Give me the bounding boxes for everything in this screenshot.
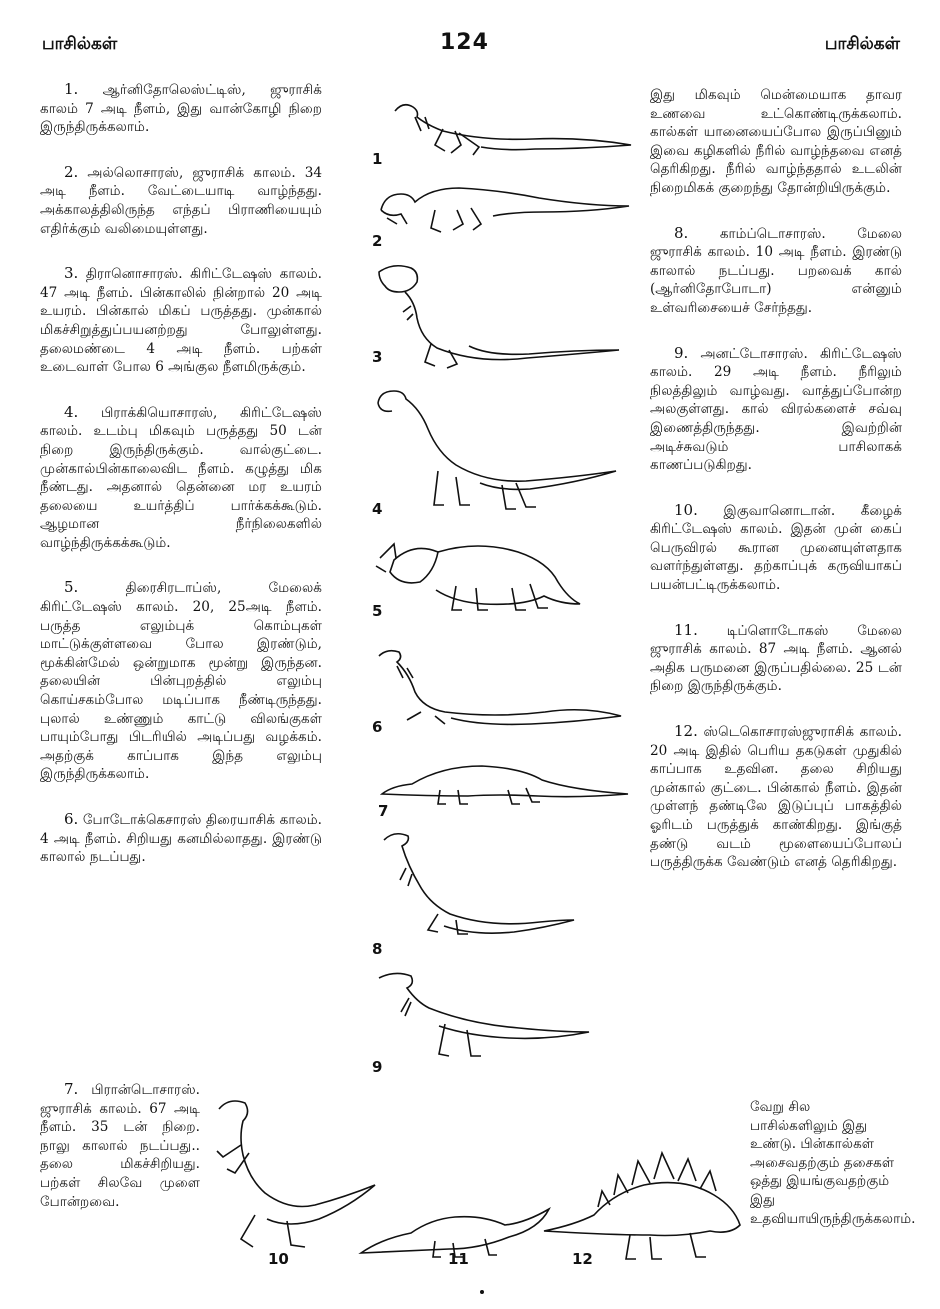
stegosaurus-icon — [540, 1145, 745, 1265]
entry-number: 1. — [64, 80, 79, 98]
entry-text: காம்ப்டொசாரஸ். மேலை ஜுராசிக் காலம். 10 அடி நீளம். இரண்டு காலால் நடப்பது. பறவைக் கால் (ஆர்னிதோபோடா) என்னும் உள்வரிசையைச் சேர்ந்தது. — [650, 225, 902, 316]
entry-7-continued — [650, 86, 902, 198]
page-mark-dot — [480, 1290, 484, 1294]
triceratops-icon — [372, 538, 582, 618]
figure-label-9: 9 — [372, 1058, 383, 1076]
figure-label-8: 8 — [372, 940, 383, 958]
entry-text: பிராக்கியொசாரஸ், கிரிட்டேஷஸ் காலம். உடம்பு மிகவும் பருத்தது 50 டன் நிறை இருந்திருக்கும். வால்குட்டை. முன்கால்பின்காலைவிட நீளம். கழுத்து மிக நீண்டது. அதனால் தென்னை மர உயரம் தலையை உயர்த்திப் பார்க்கக்கூடும். ஆழமான நீர்நிலைகளில் வாழ்ந்திருக்கக்கூடும். — [40, 404, 323, 551]
tyrannosaurus-icon — [375, 262, 625, 372]
figure-label-3: 3 — [372, 348, 383, 366]
entry-7 — [40, 1080, 200, 1211]
entry-5 — [40, 578, 322, 784]
figure-label-1: 1 — [372, 150, 383, 168]
entry-text: பிரான்டொசாரஸ். ஜுராசிக் காலம். 67 அடி நீளம். 35 டன் நிறை. நாலு காலால் நடப்பது.. தலை மிகச்சிறியது. பற்கள் சிலவே முளை போன்றவை. — [40, 1082, 200, 1210]
entry-text: இகுவானொடான். கீழைக் கிரிட்டேஷஸ் காலம். இதன் முன் கைப் பெருவிரல் கூரான முனையுள்ளதாக வளர்ந்துள்ளது. தற்காப்புக் கருவியாகப் பயன்பட்டிருக்கலாம். — [650, 502, 903, 594]
entry-text: இது மிகவும் மென்மையாக தாவர உணவை உட்கொண்டிருக்கலாம். கால்கள் யானையைப்போல இருப்பினும் இவை கழிகளில் நீரில் வாழ்ந்தவை எனத் தெரிகிறது. நீரில் வாழ்ந்ததால் உடலின் நிறைமிகக் குறைந்து தோன்றியிருக்கும். — [650, 87, 902, 196]
entry-12-continued — [750, 1098, 916, 1228]
figure-label-5: 5 — [372, 602, 383, 620]
entry-number: 4. — [64, 402, 79, 421]
entry-number: 6. — [64, 810, 79, 828]
brachiosaurus-icon — [372, 385, 622, 515]
figure-label-10: 10 — [268, 1250, 289, 1268]
entry-number: 8. — [674, 223, 689, 242]
entry-1 — [40, 80, 322, 137]
entry-text: அனட்டோசாரஸ். கிரிட்டேஷஸ் காலம். 29 அடி நீளம். நீரிலும் நிலத்திலும் வாழ்வது. வாத்துப்போன்ற அலகுள்ளது. கால் விரல்களைச் சவ்வு இணைத்திருந்தது. இவற்றின் அடிச்சுவடும் பாசிலாகக் காணப்படுகிறது. — [650, 345, 902, 474]
brontosaurus-icon — [380, 758, 630, 808]
entry-3 — [40, 264, 322, 377]
entry-text: அல்லொசாரஸ், ஜுராசிக் காலம். 34 அடி நீளம். வேட்டையாடி வாழ்ந்தது. அக்காலத்திலிருந்த எந்தப் பிராணியையும் எதிர்க்கும் வலிமையுள்ளது. — [40, 164, 322, 237]
figure-label-11: 11 — [448, 1250, 469, 1268]
entry-number: 7. — [64, 1080, 79, 1098]
figure-label-2: 2 — [372, 232, 383, 250]
entry-4 — [40, 403, 322, 553]
figure-label-12: 12 — [572, 1250, 593, 1268]
entry-number: 9. — [674, 343, 689, 362]
entry-number: 5. — [64, 578, 79, 597]
entry-8 — [650, 224, 902, 318]
podokesaurus-icon — [375, 646, 625, 726]
left-column — [40, 80, 322, 893]
entry-text: வேறு சில பாசில்களிலும் இது உண்டு. பின்கால்கள் அசைவதற்கும் தசைகள் ஒத்து இயங்குவதற்கும் இது உதவியாயிருந்திருக்கலாம். — [750, 1099, 916, 1227]
entry-text: டிப்ளொடோகஸ் மேலை ஜுராசிக் காலம். 87 அடி நீளம். ஆனல் அதிக பருமனை இருப்பதில்லை. 25 டன் நிறை இருந்திருக்கும். — [650, 622, 902, 695]
entry-11 — [650, 621, 902, 696]
right-column — [650, 86, 902, 898]
allosaurus-icon — [375, 180, 635, 240]
entry-text: ஸ்டெகொசாரஸ்ஜுராசிக் காலம். 20 அடி இதில் பெரிய தகடுகள் முதுகில் காப்பாக உதவின. தலை சிறியது முன்கால் குட்டை. பின்கால் நீளம். இதன் முள்ளந் தண்டிலே இடுப்புப் பாகத்தில் ஓரிடம் பருத்துக் காண்கிறது. இங்குத் தண்டு வடம் மூளையைப்போலப் பருத்திருக்க வேண்டும் எனத் தெரிகிறது. — [650, 724, 902, 871]
entry-12 — [650, 722, 902, 872]
entry-6 — [40, 810, 322, 867]
ornitholestes-icon — [385, 95, 635, 165]
entry-text: ஆர்னிதோலெஸ்ட்டிஸ், ஜுராசிக் காலம் 7 அடி நீளம், இது வான்கோழி நிறை இருந்திருக்கலாம். — [40, 82, 322, 136]
running-header-right: பாசில்கள் — [824, 34, 900, 54]
figure-label-7: 7 — [378, 802, 389, 820]
entry-number: 2. — [64, 162, 79, 181]
running-header-left: பாசில்கள் — [42, 34, 118, 54]
figure-label-6: 6 — [372, 718, 383, 736]
entry-9 — [650, 344, 902, 475]
anatosaurus-icon — [375, 968, 595, 1068]
figure-label-4: 4 — [372, 500, 383, 518]
entry-text: திரைசிரடாப்ஸ், மேலைக் கிரிட்டேஷஸ் காலம். 20, 25அடி நீளம். பருத்த எலும்புக் கொம்புகள் மாட்டுக்குள்ளவை போல இரண்டும், மூக்கின்மேல் ஒன்றுமாக மூன்று இருந்தன. தலையின் பின்புறத்தில் எலும்பு கொய்சகம்போல மடிப்பாக நீண்டிருந்தது. புலால் உண்ணும் காட்டு விலங்குகள் பாயும்போது பிடரியில் அடிப்பது வழக்கம். அதற்குக் காப்பாக இந்த எலும்பு இருந்திருக்கலாம். — [40, 580, 322, 783]
entry-10 — [650, 501, 902, 595]
page-number: 124 — [440, 30, 489, 55]
entry-number: 12. — [674, 722, 698, 741]
entry-number: 10. — [674, 500, 698, 519]
entry-text: போடோக்கெசாரஸ் திரையாசிக் காலம். 4 அடி நீளம். சிறியது கனமில்லாதது. இரண்டு காலால் நடப்பது. — [40, 812, 322, 866]
entry-2 — [40, 163, 322, 238]
camptosaurus-icon — [380, 828, 580, 938]
entry-number: 3. — [64, 264, 79, 283]
entry-text: திரானொசாரஸ். கிரிட்டேஷஸ் காலம். 47 அடி நீளம். பின்காலில் நின்றால் 20 அடி உயரம். பின்கால் மிகப் பருத்தது. முன்கால் மிகச்சிறுத்துப்பயனற்றது போலுள்ளது. தலைமண்டை 4 அடி நீளம். பற்கள் உடைவாள் போல 6 அங்குல நீளமிருக்கும். — [40, 266, 322, 376]
entry-number: 11. — [674, 620, 698, 639]
